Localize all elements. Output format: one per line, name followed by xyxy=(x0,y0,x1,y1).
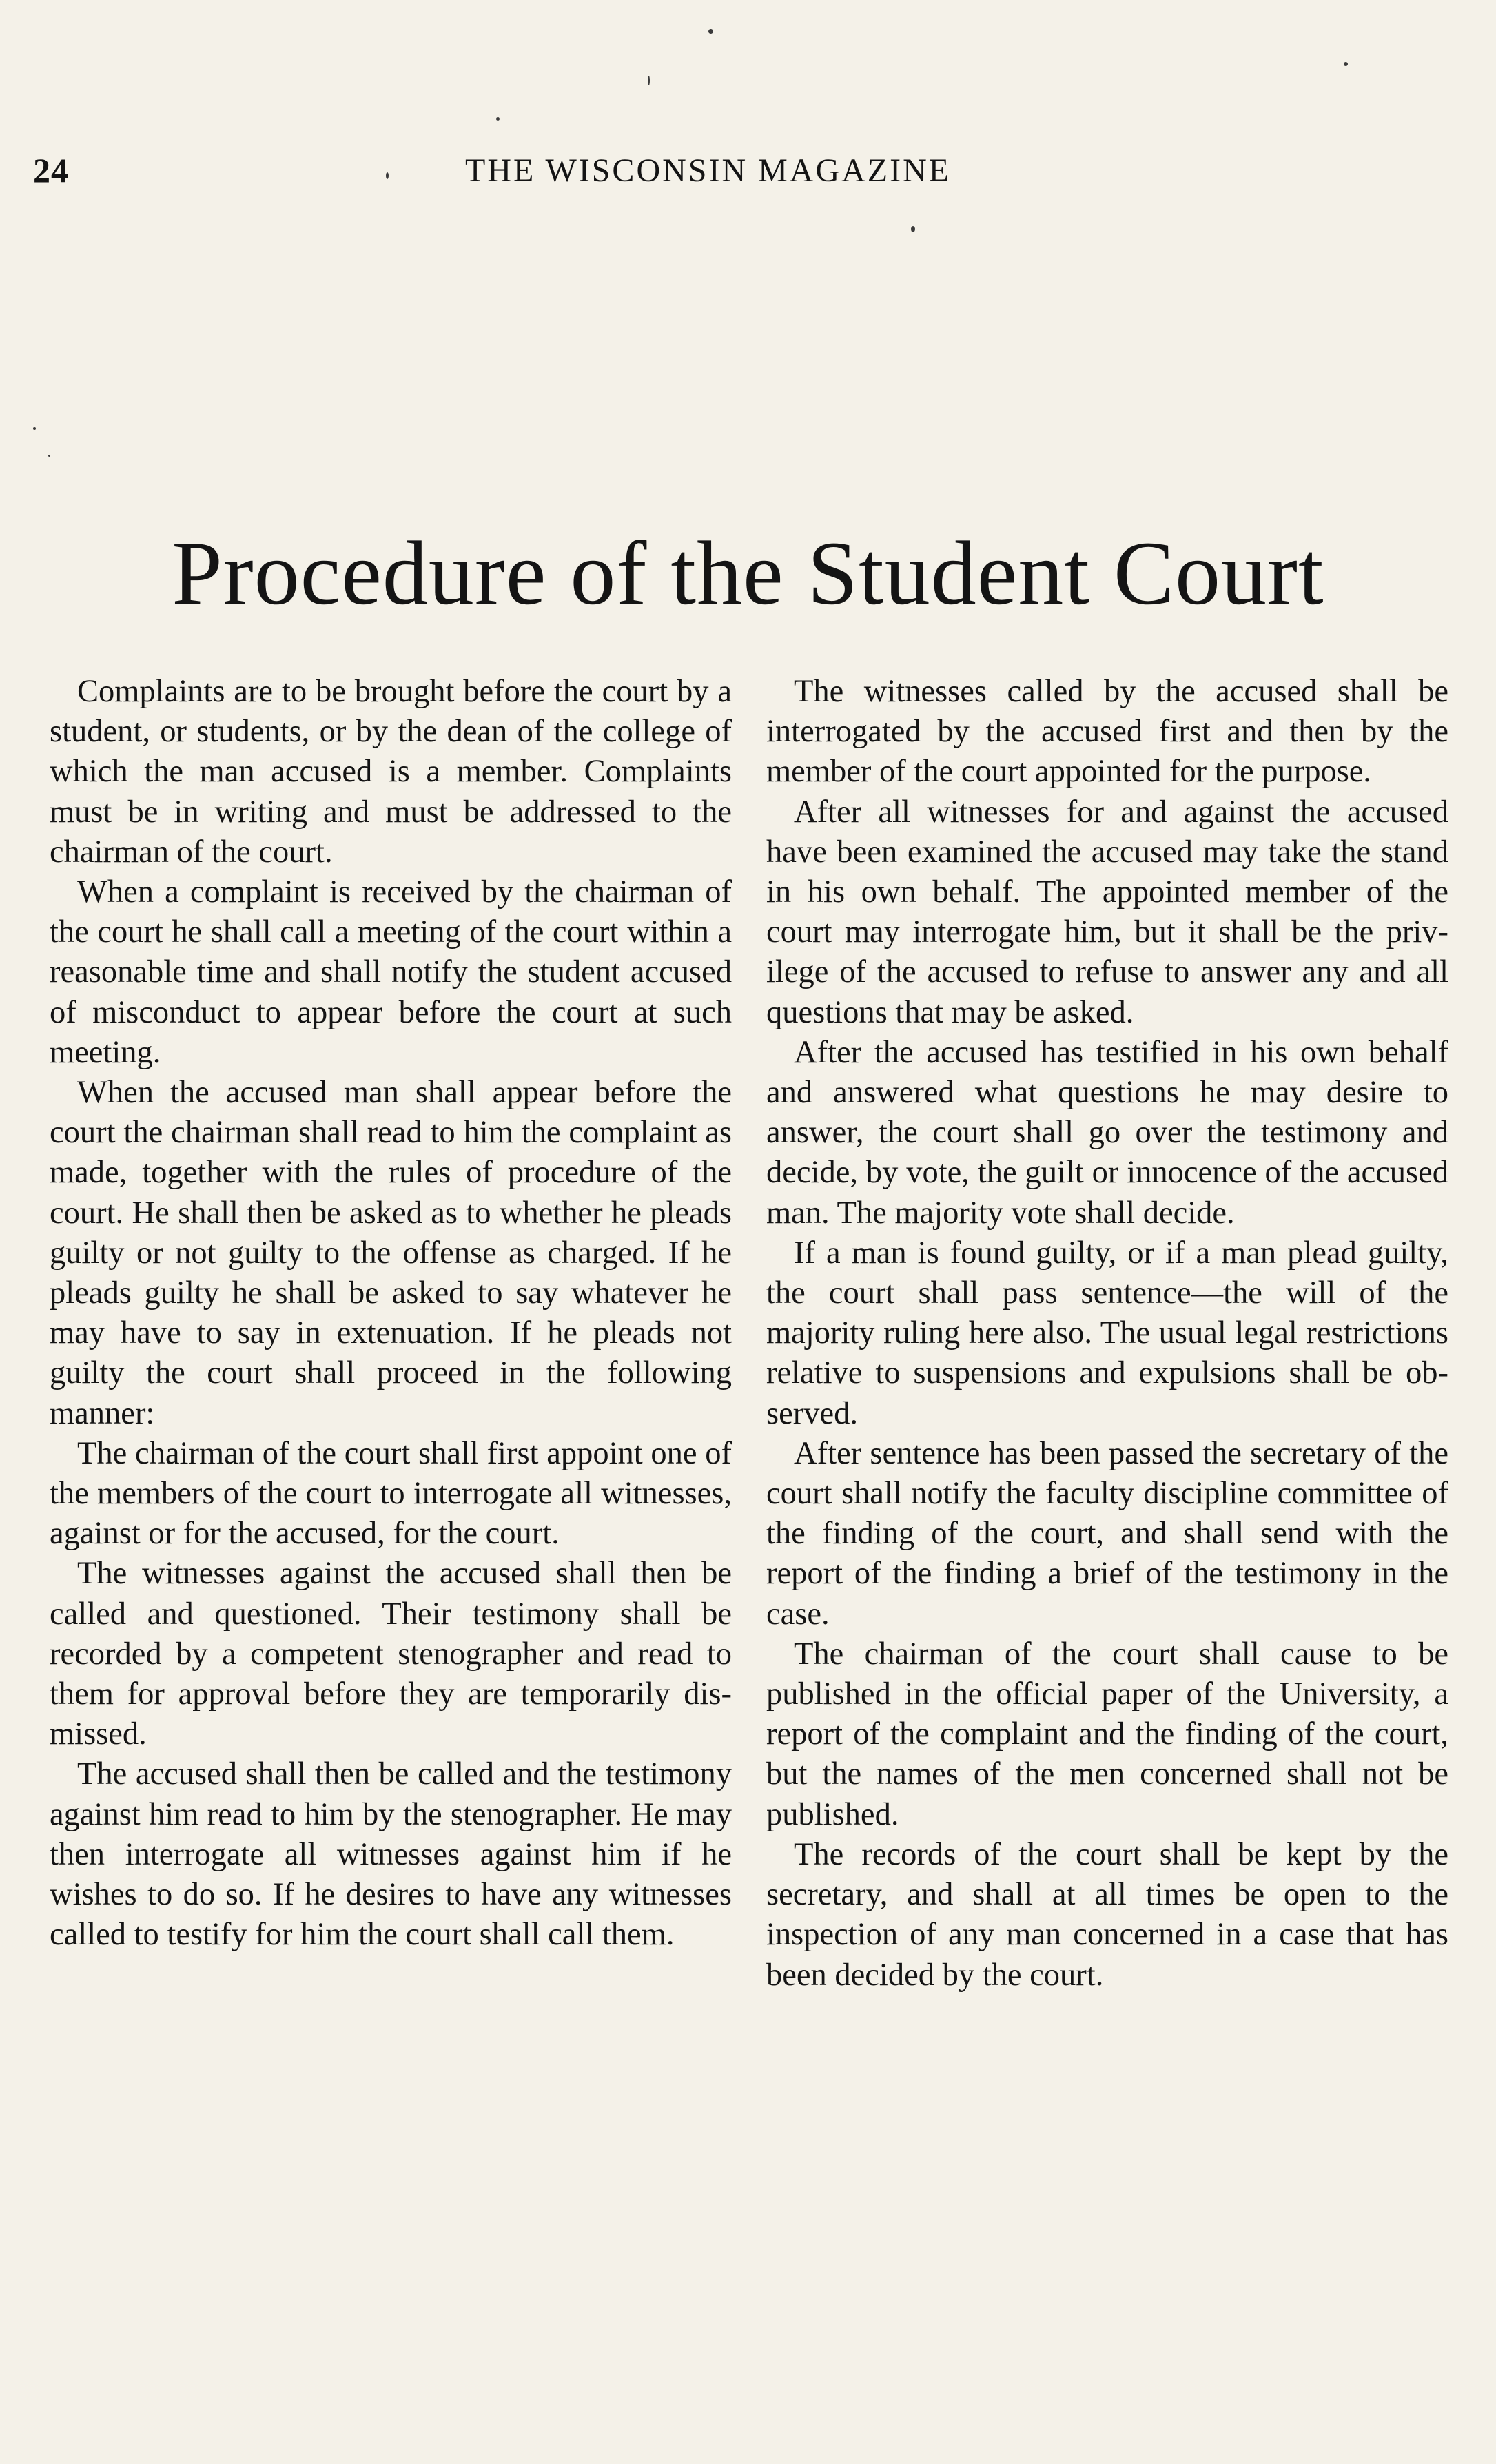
paragraph-sentence: If a man is found guilty, or if a man plead guilty, the court shall pass sentence—the will of the majority ruling here also. The usual legal restrictions relative to suspensions and expulsions shall be observed. xyxy=(766,1235,1448,1431)
magazine-title: THE WISCONSIN MAGAZINE xyxy=(465,152,952,189)
paragraph-complaint-received: When a complaint is received by the chairman of the court he shall call a meeting of the court within a reasonable time and shall notify the student accused of misconduct to appear before the court at such meeting. xyxy=(50,874,732,1070)
paragraph-witnesses-against: The witnesses against the accused shall then be called and questioned. Their testimony shall be recorded by a competent stenographer and read to them for approval before they are temporarily dismissed. xyxy=(50,1556,732,1752)
page-number: 24 xyxy=(33,151,69,189)
paragraph-court-decides: After the accused has testified in his own behalf and answered what questions he may desire to answer, the court shall go over the testimony and decide, by vote, the guilt or innocence of the accused man. The majority vote shall decide. xyxy=(766,1034,1448,1231)
print-speck xyxy=(648,76,650,85)
print-speck xyxy=(33,427,36,430)
print-speck xyxy=(708,29,713,34)
paragraph-accused-appears: When the accused man shall appear before the court the chairman shall read to him the complaint as made, together with the rules of procedure of the court. He shall then be asked as to whether he pleads guilty or not guilty to the offense as charged. If he pleads guilty he shall be asked to say whatever he may have to say in extenuation. If he pleads not guilty the court shall proceed in the following manner: xyxy=(50,1075,732,1431)
paragraph-records: The records of the court shall be kept by the secretary, and shall at all times be open to the inspection of any man concerned in a case that has been decided by the court. xyxy=(766,1836,1448,1993)
paragraph-complaints: Complaints are to be brought before the court by a student, or students, or by the dean of the college of which the man accused is a member. Complaints must be in writing and must be addressed to the chairman of the court. xyxy=(50,674,732,870)
left-column xyxy=(50,672,732,1955)
right-column xyxy=(766,672,1448,1995)
article-title: Procedure of the Student Court xyxy=(172,522,1324,624)
running-header xyxy=(0,150,1496,198)
print-speck xyxy=(48,455,50,457)
paragraph-accused-called: The accused shall then be called and the testimony against him read to him by the stenographer. He may then interrogate all witnesses against him if he wishes to do so. If he desires to have any witnesses called to testify for him the court shall call them. xyxy=(50,1756,732,1953)
print-speck xyxy=(911,226,915,232)
paragraph-publication: The chairman of the court shall cause to be published in the official paper of the University, a report of the complaint and the finding of the court, but the names of the men concerned shall not be published. xyxy=(766,1636,1448,1832)
print-speck xyxy=(496,117,500,121)
paragraph-chairman-appoints: The chairman of the court shall first appoint one of the members of the court to interrogate all witnesses, against or for the accused, for the court. xyxy=(50,1435,732,1552)
paragraph-witnesses-for: The witnesses called by the accused shall be interrogated by the accused first and then by the member of the court appointed for the purpose. xyxy=(766,674,1448,790)
print-speck xyxy=(1344,62,1348,66)
paragraph-accused-testifies: After all witnesses for and against the accused have been examined the accused may take the stand in his own behalf. The appointed member of the court may interrogate him, but it shall be the privilege of the accused to refuse to answer any and all questions that may be asked. xyxy=(766,794,1448,1030)
paragraph-secretary-notifies: After sentence has been passed the secretary of the court shall notify the faculty discipline committee of the finding of the court, and shall send with the report of the finding a brief of the testimony in the case. xyxy=(766,1435,1448,1632)
